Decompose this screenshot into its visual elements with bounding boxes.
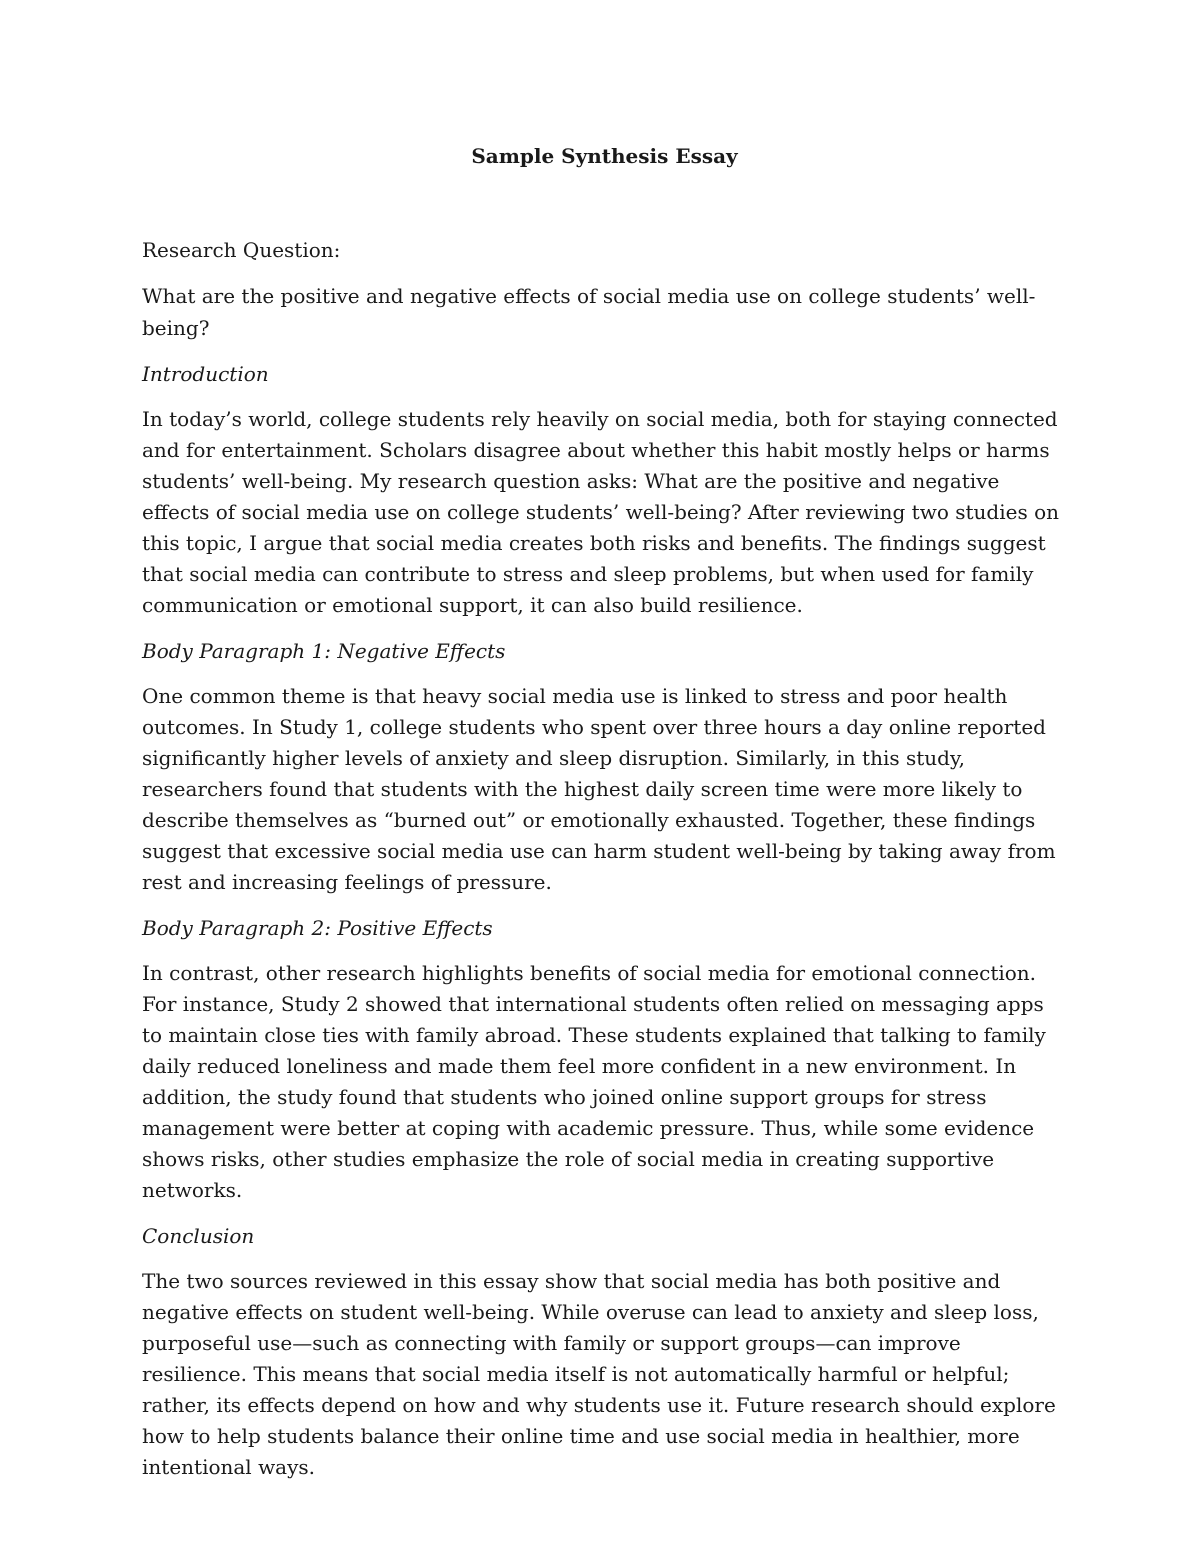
section-heading-positive-effects: Body Paragraph 2: Positive Effects bbox=[142, 916, 493, 940]
section-heading-introduction: Introduction bbox=[142, 362, 269, 386]
research-question: What are the positive and negative effects of social media use on college students’ well-being? bbox=[142, 284, 1036, 340]
document-page bbox=[142, 140, 1067, 1497]
section-body-positive-effects: In contrast, other research highlights benefits of social media for emotional connection. For instance, Study 2 showed that international students often relied on messaging apps to maintain close ties with family abroad. These students explained that talking to family daily reduced loneliness and made them feel more confident in a new environment. In addition, the study found that students who joined online support groups for stress management were better at coping with academic pressure. Thus, while some evidence shows risks, other studies emphasize the role of social media in creating supportive networks. bbox=[142, 961, 1046, 1202]
section-heading-negative-effects: Body Paragraph 1: Negative Effects bbox=[142, 639, 506, 663]
section-body-conclusion: The two sources reviewed in this essay show that social media has both positive and negative effects on student well-being. While overuse can lead to anxiety and sleep loss, purposeful use—such as connecting with family or support groups—can improve resilience. This means that social media itself is not automatically harmful or helpful; rather, its effects depend on how and why students use it. Future research should explore how to help students balance their online time and use social media in healthier, more intentional ways. bbox=[142, 1269, 1056, 1479]
document-title: Sample Synthesis Essay bbox=[471, 144, 738, 168]
section-body-introduction: In today’s world, college students rely heavily on social media, both for staying connected and for entertainment. Scholars disagree about whether this habit mostly helps or harms students’ well-being. My research question asks: What are the positive and negative effects of social media use on college students’ well-being? After reviewing two studies on this topic, I argue that social media creates both risks and benefits. The findings suggest that social media can contribute to stress and sleep problems, but when used for family communication or emotional support, it can also build resilience. bbox=[142, 407, 1059, 617]
section-body-negative-effects: One common theme is that heavy social media use is linked to stress and poor health outcomes. In Study 1, college students who spent over three hours a day online reported significantly higher levels of anxiety and sleep disruption. Similarly, in this study, researchers found that students with the highest daily screen time were more likely to describe themselves as “burned out” or emotionally exhausted. Together, these findings suggest that excessive social media use can harm student well-being by taking away from rest and increasing feelings of pressure. bbox=[142, 684, 1056, 894]
section-heading-conclusion: Conclusion bbox=[142, 1224, 255, 1248]
research-question-label: Research Question: bbox=[142, 238, 341, 262]
